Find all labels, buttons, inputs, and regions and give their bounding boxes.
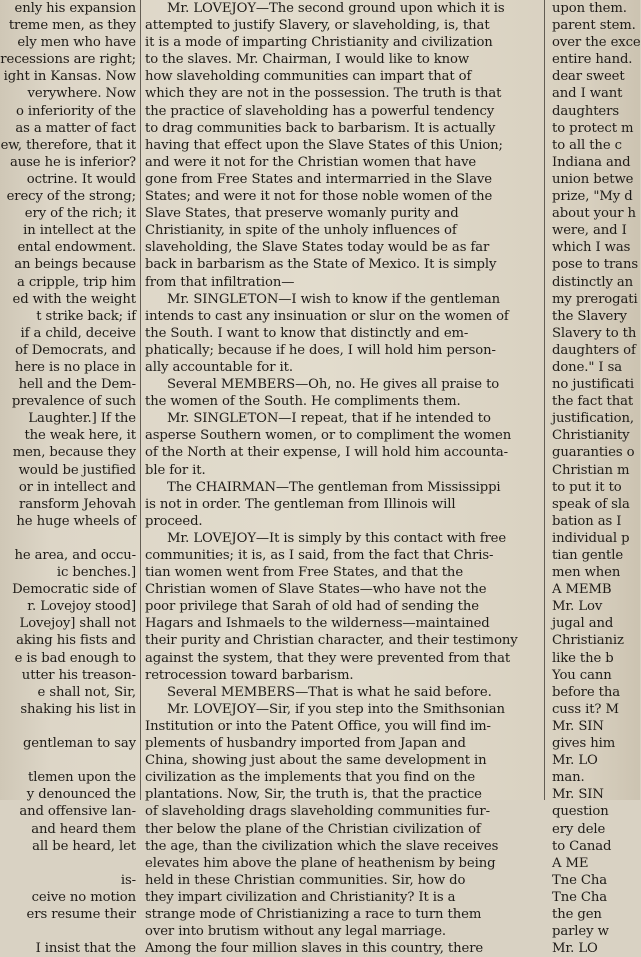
middle-text-line: strange mode of Christianizing a race to turn them xyxy=(145,906,482,922)
middle-text-line: to the slaves. Mr. Chairman, I would like to know xyxy=(145,52,470,68)
left-text-line: prevalence of such xyxy=(11,394,136,410)
middle-text-line: plantations. Now, Sir, the truth is, that the practice xyxy=(145,787,482,803)
middle-text-line: back in barbarism as the State of Mexico. It is simply xyxy=(145,257,497,273)
right-text-line: about your h xyxy=(552,206,636,222)
middle-text-line: Slave States, that preserve womanly purity and xyxy=(145,206,459,222)
right-text-line: parent stem. xyxy=(552,18,636,34)
right-text-line: union betwe xyxy=(552,171,634,187)
left-text-line: he area, and occu- xyxy=(14,548,136,563)
right-text-line: jugal and xyxy=(552,616,614,632)
middle-text-line: States; and were it not for those noble women of the xyxy=(145,189,493,205)
left-text-line: and offensive lan- xyxy=(19,804,136,820)
left-text-line: treme men, as they xyxy=(8,18,136,34)
left-text-line: Lovejoy] shall not xyxy=(19,616,136,632)
left-text-line: is- xyxy=(120,872,136,888)
left-text-line: octrine. It would xyxy=(26,171,136,187)
middle-text-line: over into brutism without any legal marriage. xyxy=(145,924,447,940)
right-text-line: distinctly an xyxy=(552,274,634,290)
left-text-line: recessions are right; xyxy=(0,52,136,68)
middle-text-line: Mr. LOVEJOY—Sir, if you step into the Smithsonian xyxy=(167,701,505,717)
middle-text-line: Christian women of Slave States—who have not the xyxy=(145,582,487,598)
left-text-line: o inferiority of the xyxy=(15,103,136,119)
right-text-line: Tne Cha xyxy=(552,889,608,905)
left-text-line xyxy=(0,752,138,769)
middle-text-line: plements of husbandry imported from Japan and xyxy=(145,736,466,752)
left-text-line: Laughter.] If the xyxy=(28,411,136,427)
left-text-line: would be justified xyxy=(18,462,136,478)
middle-text-line: to drag communities back to barbarism. It is actually xyxy=(145,120,496,136)
right-text-line: daughters of xyxy=(552,342,636,358)
middle-text-line: held in these Christian communities. Sir, how do xyxy=(145,872,466,888)
middle-text-line: poor privilege that Sarah of old had of sending the xyxy=(145,599,479,615)
right-text-line: Christianiz xyxy=(552,633,624,649)
right-text-line: to put it to xyxy=(552,479,622,495)
right-text-line: justification, xyxy=(552,411,634,427)
right-text-line: guaranties o xyxy=(552,445,635,461)
right-text-line: Christian m xyxy=(552,462,630,478)
middle-text-line: they impart civilization and Christianity? It is a xyxy=(145,889,456,905)
middle-text-line: proceed. xyxy=(145,513,203,529)
right-text-line: my prerogati xyxy=(552,291,638,307)
middle-text-line: Mr. LOVEJOY—It is simply by this contact with free xyxy=(167,530,507,546)
middle-text-line: civilization as the implements that you find on the xyxy=(145,770,476,786)
left-text-line: erecy of the strong; xyxy=(6,189,136,205)
right-text-line: Mr. Lov xyxy=(552,599,603,615)
middle-text-line: ble for it. xyxy=(145,462,206,478)
left-text-line: here is no place in xyxy=(14,359,136,375)
right-text-line: upon them. xyxy=(552,1,627,16)
middle-text-line: attempted to justify Slavery, or slaveholding, is, that xyxy=(145,18,490,34)
left-text-line: in intellect at the xyxy=(23,223,136,239)
middle-text-line: Christianity, in spite of the unholy influences of xyxy=(145,223,457,239)
left-text-line xyxy=(0,718,138,735)
middle-text-line: asperse Southern women, or to compliment the women xyxy=(145,428,512,444)
right-text-line: men when xyxy=(552,565,621,581)
right-text-line: the gen xyxy=(552,906,602,922)
right-text-line: like the b xyxy=(552,650,614,666)
middle-text-line: the women of the South. He compliments them. xyxy=(145,394,461,410)
left-text-line: ight in Kansas. Now xyxy=(3,69,136,85)
right-text-line: prize, "My d xyxy=(552,189,633,205)
middle-text-line: having that effect upon the Slave States of this Union; xyxy=(145,137,503,153)
middle-text-line: Hagars and Ishmaels to the wilderness—maintained xyxy=(145,616,490,632)
right-text-line: Indiana and xyxy=(552,154,631,170)
left-text-line: the weak here, it xyxy=(24,428,136,444)
left-text-line: y denounced the xyxy=(26,787,136,803)
middle-text-line: China, showing just about the same development in xyxy=(145,753,487,769)
right-text-line: individual p xyxy=(552,530,630,546)
left-text-line: and heard them xyxy=(31,821,136,837)
middle-text-line: Mr. SINGLETON—I repeat, that if he intended to xyxy=(167,411,491,427)
right-text-line: entire hand. xyxy=(552,52,633,68)
middle-text-line: their purity and Christian character, and their testimony xyxy=(145,633,518,649)
left-text-line xyxy=(0,530,138,547)
middle-text-line: Several MEMBERS—That is what he said before. xyxy=(167,684,492,700)
right-text-line: gives him xyxy=(552,736,616,752)
right-text-line: which I was xyxy=(552,240,631,256)
middle-text-line: it is a mode of imparting Christianity and civilization xyxy=(145,35,493,51)
middle-text-line: communities; it is, as I said, from the fact that Chris- xyxy=(145,548,494,563)
left-text-line: or in intellect and xyxy=(18,479,136,495)
middle-text-line: intends to cast any insinuation or slur on the women of xyxy=(145,308,509,324)
left-text-line: ed with the weight xyxy=(12,291,136,307)
middle-text-line: how slaveholding communities can impart that of xyxy=(145,69,472,85)
right-text-line: and I want xyxy=(552,86,623,102)
left-text-line: aking his fists and xyxy=(16,633,136,649)
middle-text-line: which they are not in the possession. The truth is that xyxy=(145,86,502,102)
middle-text-line: and were it not for the Christian women that have xyxy=(145,154,477,170)
left-text-line: ers resume their xyxy=(26,906,136,922)
middle-text-line: of slaveholding drags slaveholding communities fur- xyxy=(145,804,490,820)
left-text-line: enly his expansion xyxy=(14,1,136,16)
left-text-line: of Democrats, and xyxy=(15,342,136,358)
left-text-line: ely men who have xyxy=(17,35,136,51)
right-text-line: to all the c xyxy=(552,137,622,153)
right-text-line: the fact that xyxy=(552,394,634,410)
middle-text-line: slaveholding, the Slave States today would be as far xyxy=(145,240,490,256)
right-text-line: Slavery to th xyxy=(552,325,637,341)
right-text-line: to Canad xyxy=(552,838,612,854)
middle-text-line: retrocession toward barbarism. xyxy=(145,667,354,683)
left-text-line: an beings because xyxy=(14,257,136,273)
right-text-line: Christianity xyxy=(552,428,630,444)
left-text-line: e shall not, Sir, xyxy=(37,684,136,700)
right-text-line: tian gentle xyxy=(552,548,624,563)
right-text-line: You cann xyxy=(552,667,612,683)
right-text-line: parley w xyxy=(552,924,609,940)
right-text-line: before tha xyxy=(552,684,621,700)
middle-text-line: Among the four million slaves in this country, there xyxy=(145,941,484,957)
middle-text-line: Mr. SINGLETON—I wish to know if the gentleman xyxy=(167,291,500,307)
left-text-line: t strike back; if xyxy=(36,308,136,324)
middle-text-line: Several MEMBERS—Oh, no. He gives all praise to xyxy=(167,377,500,393)
column-rule-right xyxy=(544,0,545,800)
left-text-line: ic benches.] xyxy=(56,565,136,581)
right-text-line: Mr. LO xyxy=(552,753,598,769)
middle-column xyxy=(145,0,541,957)
right-text-line: Tne Cha xyxy=(552,872,608,888)
middle-text-line: tian women went from Free States, and that the xyxy=(145,565,464,581)
left-text-line: Democratic side of xyxy=(12,582,136,598)
left-text-line: if a child, deceive xyxy=(20,325,136,341)
left-text-line: as a matter of fact xyxy=(15,120,136,136)
right-text-line: no justificati xyxy=(552,377,634,393)
middle-text-line: ally accountable for it. xyxy=(145,359,293,375)
left-text-line: all be heard, let xyxy=(32,838,136,854)
left-column xyxy=(0,0,138,957)
left-text-line: ery of the rich; it xyxy=(24,206,136,222)
left-text-line: men, because they xyxy=(12,445,136,461)
right-text-line: done." I sa xyxy=(552,359,623,375)
right-text-line: cuss it? M xyxy=(552,701,619,717)
middle-text-line: ther below the plane of the Christian civilization of xyxy=(145,821,481,837)
left-text-line: ause he is inferior? xyxy=(9,154,136,170)
right-text-line: dear sweet xyxy=(552,69,625,85)
right-text-line: over the exce xyxy=(552,35,641,51)
right-text-line: man. xyxy=(552,770,585,786)
left-text-line: tlemen upon the xyxy=(28,770,136,786)
left-text-line: verywhere. Now xyxy=(27,86,136,102)
left-text-line: he huge wheels of xyxy=(16,513,136,529)
right-text-line: question xyxy=(552,804,609,820)
middle-text-line: Mr. LOVEJOY—The second ground upon which it is xyxy=(167,1,505,16)
left-text-line: shaking his list in xyxy=(20,701,136,717)
left-text-line: ransform Jehovah xyxy=(19,496,136,512)
middle-text-line: Institution or into the Patent Office, you will find im- xyxy=(145,718,491,734)
left-text-line: hell and the Dem- xyxy=(18,377,136,393)
left-text-line xyxy=(0,923,138,940)
left-text-line: ental endowment. xyxy=(17,240,136,256)
middle-text-line: gone from Free States and intermarried in the Slave xyxy=(145,171,492,187)
middle-text-line: phatically; because if he does, I will hold him person- xyxy=(145,342,496,358)
middle-text-line: the South. I want to know that distinctly and em- xyxy=(145,325,469,341)
right-text-line: bation as I xyxy=(552,513,622,529)
middle-text-line: is not in order. The gentleman from Illinois will xyxy=(145,496,456,512)
left-text-line: e is bad enough to xyxy=(14,650,136,666)
middle-text-line: from that infiltration— xyxy=(145,274,295,290)
middle-text-line: the age, than the civilization which the slave receives xyxy=(145,838,499,854)
right-text-line: Mr. SIN xyxy=(552,787,604,803)
right-text-line: ery dele xyxy=(552,821,606,837)
right-text-line: A ME xyxy=(552,855,589,871)
right-text-line: A MEMB xyxy=(552,582,612,598)
right-text-line: Mr. LO xyxy=(552,941,598,957)
left-text-line: gentleman to say xyxy=(22,736,136,752)
left-text-line: ceive no motion xyxy=(31,889,136,905)
middle-text-line: the practice of slaveholding has a powerful tendency xyxy=(145,103,495,119)
left-text-line: a cripple, trip him xyxy=(16,274,136,290)
left-text-line: I insist that the xyxy=(35,941,136,957)
left-text-line xyxy=(0,855,138,872)
right-text-line: daughters xyxy=(552,103,620,119)
right-text-line: Mr. SIN xyxy=(552,718,604,734)
right-column xyxy=(548,0,641,957)
left-text-line: ew, therefore, that it xyxy=(0,137,136,153)
right-text-line: speak of sla xyxy=(552,496,630,512)
middle-text-line: of the North at their expense, I will hold him accounta- xyxy=(145,445,508,461)
left-text-line: utter his treason- xyxy=(21,667,136,683)
right-text-line: the Slavery xyxy=(552,308,627,324)
right-text-line: pose to trans xyxy=(552,257,639,273)
left-text-line: r. Lovejoy stood] xyxy=(27,599,136,615)
right-text-line: to protect m xyxy=(552,120,634,136)
right-text-line: were, and I xyxy=(552,223,627,239)
column-rule-left xyxy=(140,0,141,800)
middle-text-line: against the system, that they were prevented from that xyxy=(145,650,511,666)
middle-text-line: elevates him above the plane of heathenism by being xyxy=(145,855,496,871)
middle-text-line: The CHAIRMAN—The gentleman from Mississippi xyxy=(167,479,501,495)
